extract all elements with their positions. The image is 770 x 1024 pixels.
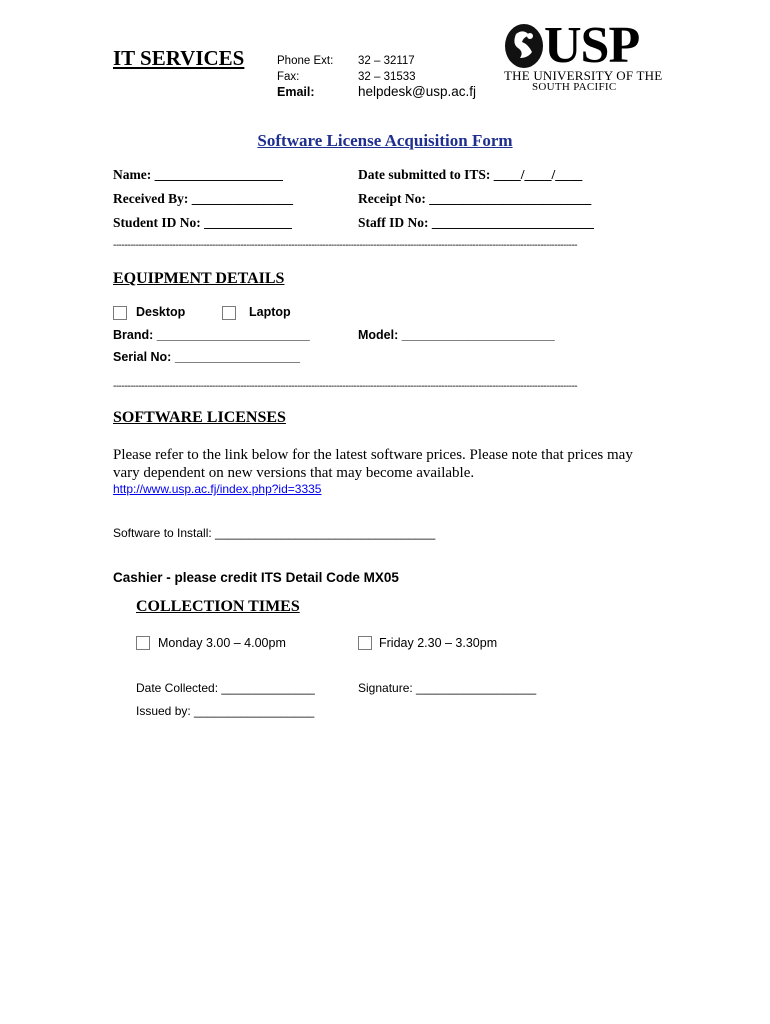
phone-ext-value: 32 – 32117 xyxy=(358,55,415,67)
laptop-label: Laptop xyxy=(249,305,291,319)
monday-checkbox[interactable] xyxy=(136,636,150,650)
issued-by-field[interactable]: Issued by: __________________ xyxy=(136,704,315,718)
desktop-label: Desktop xyxy=(136,305,186,319)
usp-emblem-icon xyxy=(502,22,546,72)
signature-field[interactable]: Signature: __________________ xyxy=(358,681,537,695)
software-to-install-field[interactable]: Software to Install: _________________________________ xyxy=(113,526,436,540)
brand-field[interactable]: Brand: ______________________ xyxy=(113,328,310,342)
software-price-note: Please refer to the link below for the latest software prices. Please note that prices may vary dependent on new versions that may become available. xyxy=(113,447,633,481)
it-services-title: IT SERVICES xyxy=(113,46,245,70)
logo-university-line: THE UNIVERSITY OF THE xyxy=(504,68,663,83)
logo-south-pacific-line: SOUTH PACIFIC xyxy=(532,81,617,93)
desktop-checkbox[interactable] xyxy=(113,306,127,320)
monday-label: Monday 3.00 – 4.00pm xyxy=(158,636,286,650)
serial-field[interactable]: Serial No: __________________ xyxy=(113,350,300,364)
staff-id-field[interactable]: Staff ID No: ________________________ xyxy=(358,215,594,230)
divider-2: -------------------------------------------------------------------------------------------------------------------------------------------------------------------- xyxy=(113,381,578,392)
name-field[interactable]: Name: ___________________ xyxy=(113,167,283,182)
student-id-field[interactable]: Student ID No: _____________ xyxy=(113,215,292,230)
laptop-checkbox[interactable] xyxy=(222,306,236,320)
collection-heading: COLLECTION TIMES xyxy=(136,598,300,615)
logo-usp-text: USP xyxy=(544,17,640,74)
cashier-note: Cashier - please credit ITS Detail Code MX05 xyxy=(113,570,399,585)
phone-ext-label: Phone Ext: xyxy=(277,55,334,67)
date-collected-field[interactable]: Date Collected: ______________ xyxy=(136,681,315,695)
form-title: Software License Acquisition Form xyxy=(257,131,513,150)
friday-checkbox[interactable] xyxy=(358,636,372,650)
date-submitted-field[interactable]: Date submitted to ITS: ____/____/____ xyxy=(358,167,583,182)
usp-logo xyxy=(502,17,663,98)
friday-label: Friday 2.30 – 3.30pm xyxy=(379,636,498,650)
email-label: Email: xyxy=(277,85,315,99)
model-field[interactable]: Model: ______________________ xyxy=(358,328,555,342)
software-heading: SOFTWARE LICENSES xyxy=(113,409,286,426)
received-by-field[interactable]: Received By: _______________ xyxy=(113,191,293,206)
divider-1: -------------------------------------------------------------------------------------------------------------------------------------------------------------------- xyxy=(113,240,578,251)
fax-value: 32 – 31533 xyxy=(358,71,416,83)
email-value: helpdesk@usp.ac.fj xyxy=(358,84,477,99)
software-prices-link[interactable]: http://www.usp.ac.fj/index.php?id=3335 xyxy=(113,482,322,496)
fax-label: Fax: xyxy=(277,71,300,83)
equipment-heading: EQUIPMENT DETAILS xyxy=(113,270,285,287)
receipt-no-field[interactable]: Receipt No: ________________________ xyxy=(358,191,592,206)
